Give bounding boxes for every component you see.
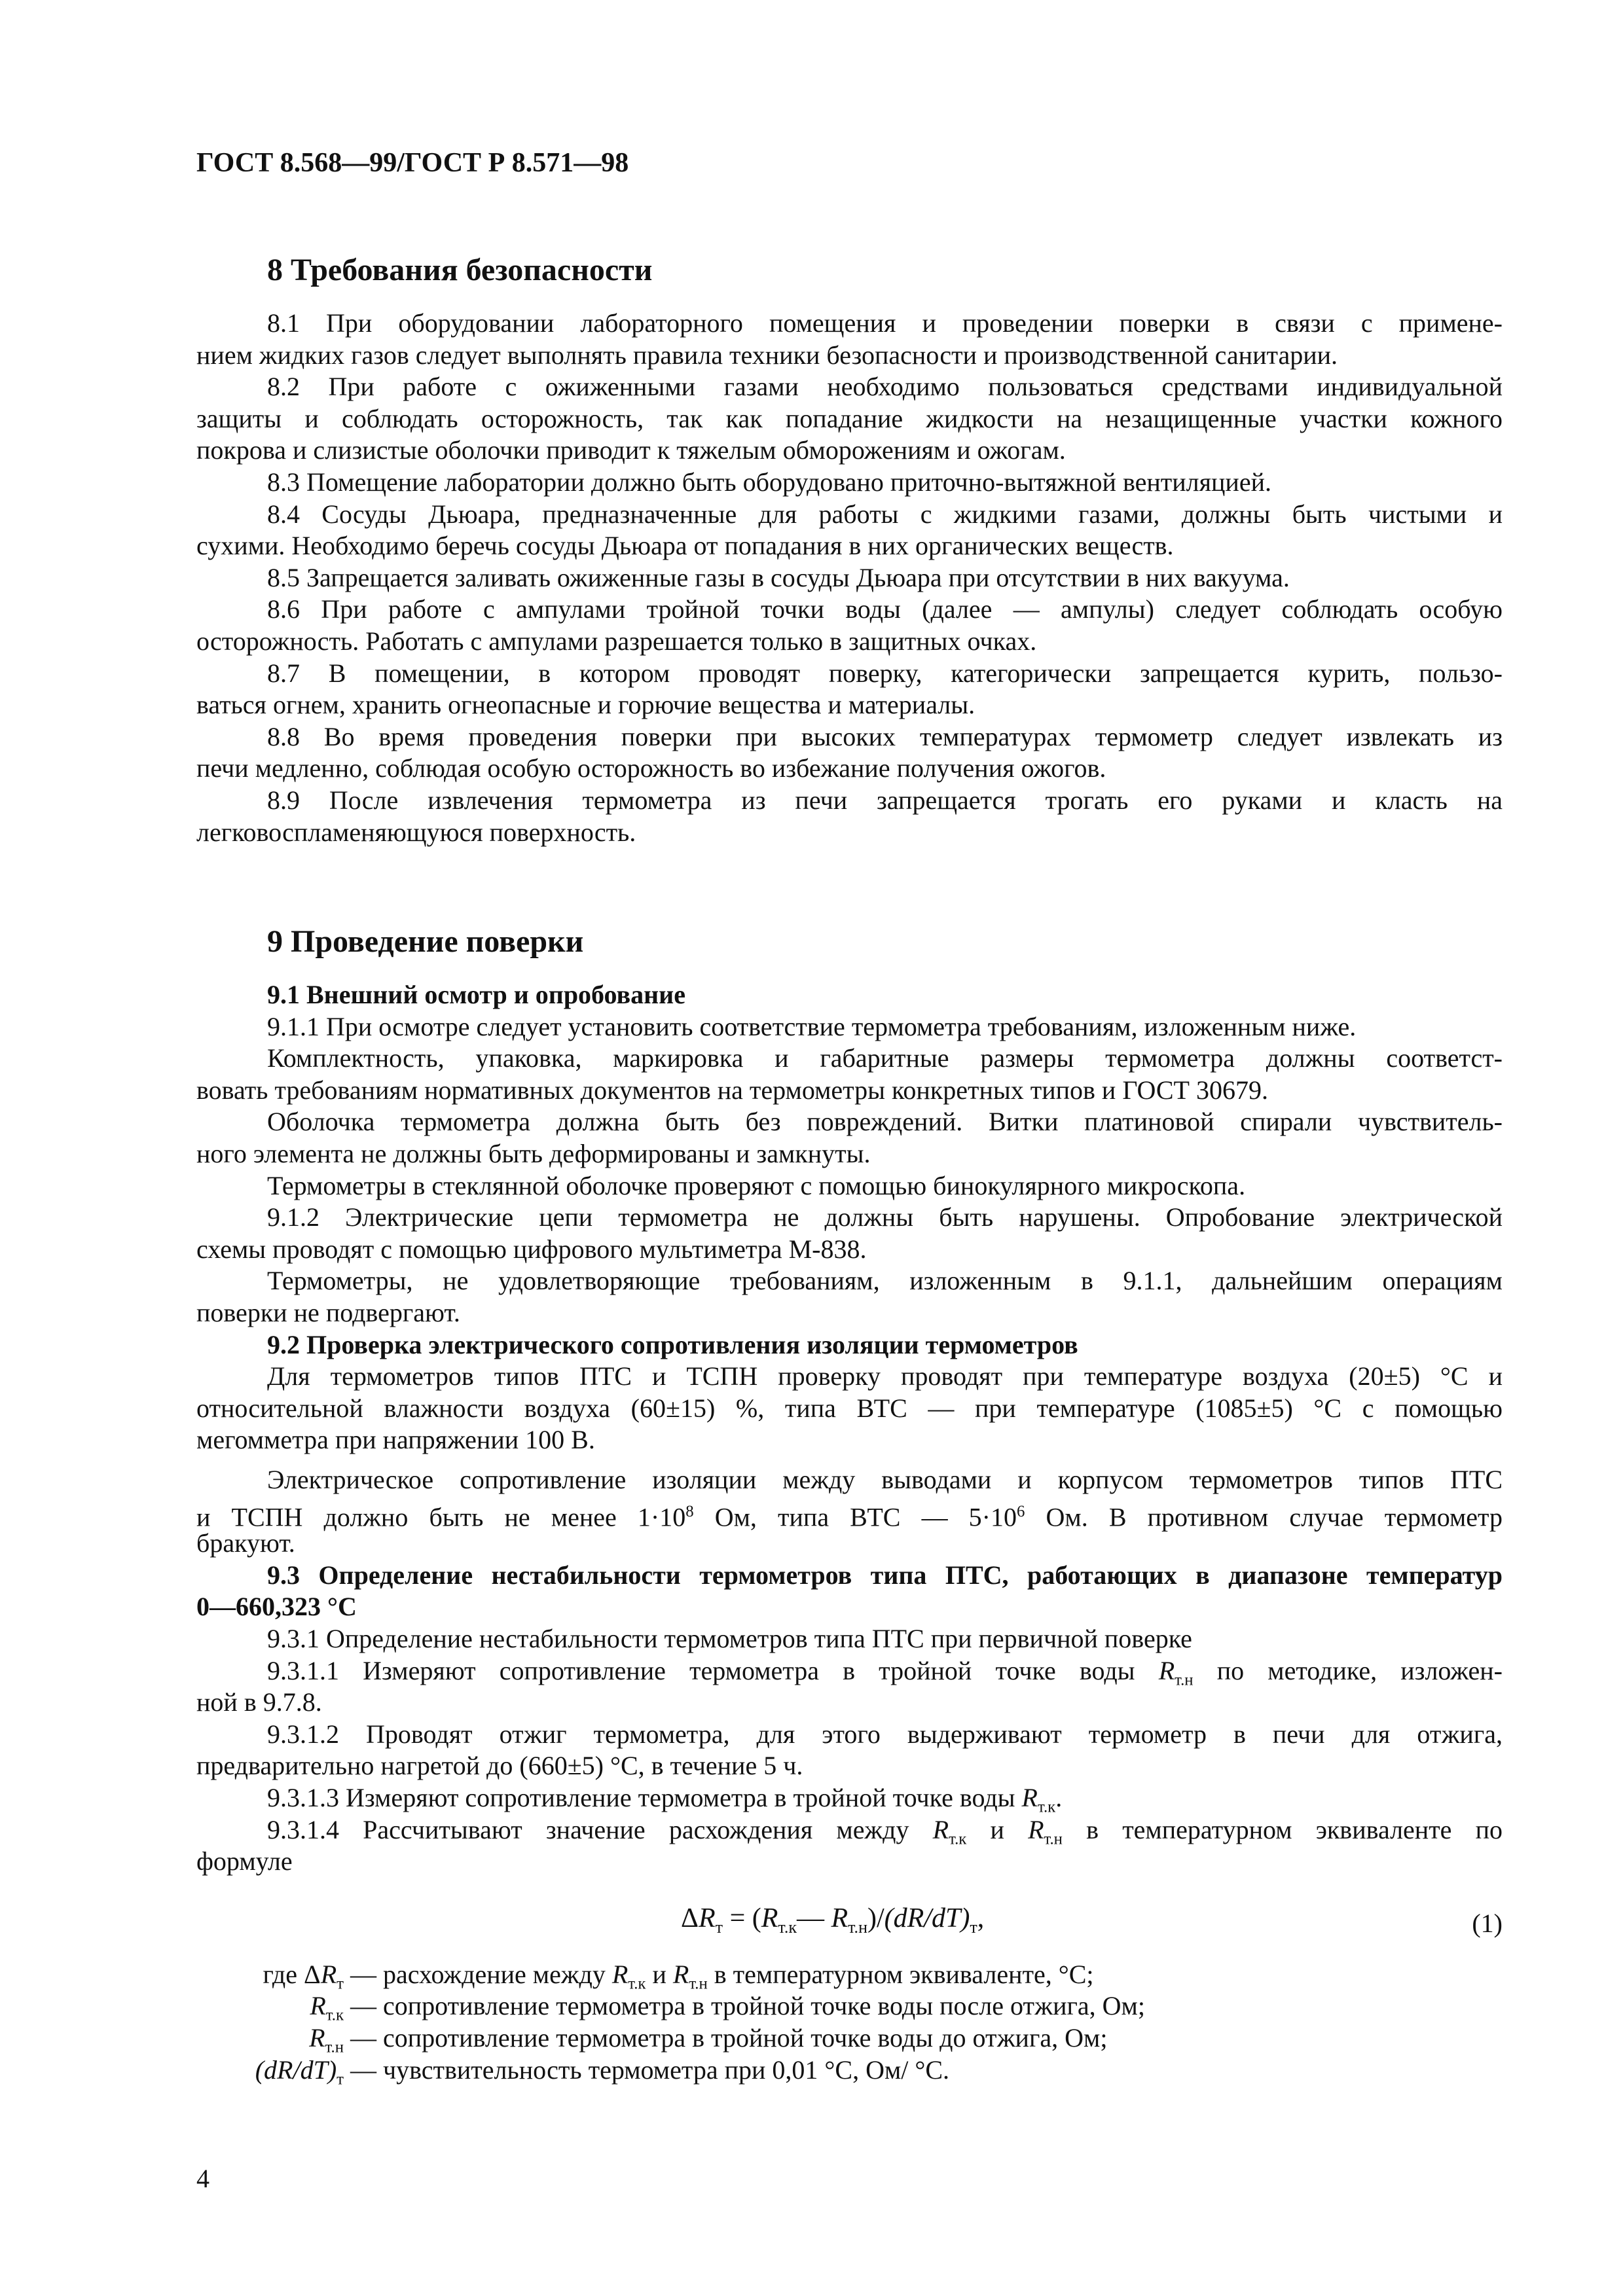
symbol-r: R	[699, 1903, 716, 1933]
symbol-r: R	[761, 1903, 778, 1933]
text-line: 8.4 Сосуды Дьюара, предназначенные для работы с жидкими газами, должны быть чистыми и	[267, 499, 1503, 529]
text-run: — сопротивление термометра в тройной точке воды до отжига, Ом;	[344, 2022, 1108, 2053]
subscript: т.к	[1037, 1798, 1056, 1816]
text-line	[196, 1782, 1503, 1814]
formula-text: ,	[977, 1903, 985, 1933]
text-line: 8.2 При работе с ожиженными газами необходимо пользоваться средствами индивидуальной	[267, 372, 1503, 402]
text-line: осторожность. Работать с ампулами разрешается только в защитных очках.	[196, 626, 1037, 656]
text-run: — сопротивление термометра в тройной точке воды после отжига, Ом;	[344, 1991, 1145, 2021]
text-run: и	[646, 1959, 673, 1989]
symbol-r: R	[611, 1959, 629, 1989]
text-line: формуле	[196, 1846, 293, 1876]
subscript: т.н	[689, 1975, 708, 1993]
symbol-r: R	[831, 1903, 848, 1933]
text-line: поверки не подвергают.	[196, 1298, 460, 1328]
subscript: т	[337, 1975, 344, 1993]
text-run: 9.3.1.3 Измеряют сопротивление термометра в тройной точке воды	[267, 1782, 1022, 1812]
formula-number: (1)	[1472, 1908, 1503, 1938]
subsection-9-3	[196, 1560, 1503, 2089]
text-line: 9.1.2 Электрические цепи термометра не должны быть нарушены. Опробование электрической	[267, 1202, 1503, 1232]
text-run: .	[1055, 1782, 1063, 1812]
text-line: 9.3.1.2 Проводят отжиг термометра, для этого выдерживают термометр в печи для отжига,	[267, 1719, 1503, 1749]
symbol-r: R	[1028, 1814, 1044, 1844]
text-line: легковоспламеняющуюся поверхность.	[196, 817, 636, 847]
section-8-title: 8 Требования безопасности	[267, 253, 653, 287]
formula-text: )/	[867, 1903, 884, 1933]
definition-line	[196, 2054, 1503, 2087]
text-line: 8.7 В помещении, в котором проводят поверку, категорически запрещается курить, пользо-	[267, 658, 1503, 688]
text-run: в температурном эквиваленте, °С;	[707, 1959, 1094, 1989]
sensitivity-symbol: (dR/dT)	[884, 1903, 970, 1933]
text-line: печи медленно, соблюдая особую осторожность во избежание получения ожогов.	[196, 753, 1106, 783]
subscript: т.к	[949, 1830, 967, 1848]
symbol-r: R	[1021, 1782, 1038, 1812]
text-line: Электрическое сопротивление изоляции между выводами и корпусом термометров типов ПТС	[267, 1465, 1503, 1494]
text-line: 8.6 При работе с ампулами тройной точки воды (далее — ампулы) следует соблюдать особую	[267, 594, 1503, 624]
text-run: 9.3.1.4 Рассчитывают значение расхождения между	[267, 1814, 933, 1844]
section-9-title: 9 Проведение поверки	[267, 924, 584, 960]
exponent: 8	[685, 1502, 694, 1520]
formula-text: —	[796, 1903, 831, 1933]
text-run: по методике, изложен-	[1193, 1655, 1503, 1685]
section-8-body	[196, 308, 1503, 848]
page-content	[196, 147, 1503, 2089]
text-run: — чувствительность термометра при 0,01 °С, Ом/ °С.	[344, 2054, 950, 2085]
text-line: ной в 9.7.8.	[196, 1687, 322, 1717]
text-line: Комплектность, упаковка, маркировка и габаритные размеры термометра должны соответст-	[267, 1043, 1503, 1073]
text-line: 8.9 После извлечения термометра из печи запрещается трогать его руками и класть на	[267, 785, 1503, 815]
symbol-r: R	[309, 2022, 325, 2053]
text-line: 8.8 Во время проведения поверки при высоких температурах термометр следует извлекать из	[267, 721, 1503, 751]
symbol-r: R	[672, 1959, 689, 1989]
subsection-9-3-title-cont: 0—660,323 °С	[196, 1592, 357, 1622]
definition-line	[196, 1959, 1503, 1991]
subscript: т	[337, 2070, 344, 2089]
sensitivity-symbol: (dR/dT)	[255, 2054, 337, 2085]
text-line: 8.5 Запрещается заливать ожиженные газы в сосуды Дьюара при отсутствии в них вакуума.	[267, 562, 1290, 592]
subscript: т.н	[1044, 1830, 1063, 1848]
formula-definitions	[196, 1959, 1503, 2089]
text-line	[196, 1814, 1503, 1846]
subscript: т.к	[325, 2006, 344, 2024]
text-line: относительной влажности воздуха (60±15) %, типа ВТС — при температуре (1085±5) °С с помощью	[196, 1393, 1503, 1423]
subsection-9-1-title: 9.1 Внешний осмотр и опробование	[267, 980, 685, 1010]
text-line	[196, 1655, 1503, 1687]
subscript: т	[715, 1917, 723, 1937]
text-run: Ом. В противном случае термометр	[1025, 1501, 1503, 1532]
subsection-9-2-title: 9.2 Проверка электрического сопротивления изоляции термометров	[267, 1329, 1078, 1359]
text-line: бракуют.	[196, 1528, 295, 1558]
definition-line	[196, 2022, 1503, 2054]
text-line: нием жидких газов следует выполнять правила техники безопасности и производственной санитарии.	[196, 340, 1338, 370]
text-line	[196, 1496, 1503, 1532]
exponent: 6	[1017, 1502, 1025, 1520]
subsection-9-3-title: 9.3 Определение нестабильности термометров типа ПТС, работающих в диапазоне температур	[267, 1560, 1503, 1590]
subscript: т.к	[778, 1917, 797, 1937]
formula-expression	[681, 1903, 984, 1937]
formula-1	[196, 1883, 1503, 1955]
symbol-r: R	[1158, 1655, 1175, 1685]
text-line: схемы проводят с помощью цифрового мультиметра М-838.	[196, 1234, 867, 1264]
text-line: 8.1 При оборудовании лабораторного помещения и проведении поверки в связи с примене-	[267, 308, 1503, 338]
subscript: т.к	[628, 1975, 646, 1993]
text-line: вовать требованиям нормативных документов на термометры конкретных типов и ГОСТ 30679.	[196, 1075, 1268, 1105]
text-run: и ТСПН должно быть не менее 1·10	[196, 1501, 686, 1532]
text-line: сухими. Необходимо беречь сосуды Дьюара от попадания в них органических веществ.	[196, 531, 1174, 561]
subscript: т.н	[1175, 1671, 1194, 1689]
text-line: 9.1.1 При осмотре следует установить соответствие термометра требованиям, изложенным ниже.	[267, 1011, 1357, 1041]
subsection-9-1	[196, 979, 1503, 1329]
definition-symbol	[196, 2054, 344, 2096]
formula-text: = (	[723, 1903, 761, 1933]
text-run: — расхождение между	[344, 1959, 612, 1989]
symbol-r: R	[932, 1814, 949, 1844]
text-line: покрова и слизистые оболочки приводит к тяжелым обморожениям и ожогам.	[196, 435, 1066, 465]
text-line: Оболочка термометра должна быть без повреждений. Витки платиновой спирали чувствитель-	[267, 1107, 1503, 1137]
definition-line	[196, 1990, 1503, 2022]
text-run: и	[966, 1814, 1029, 1844]
delta-symbol: Δ	[681, 1903, 699, 1933]
text-line: 9.3.1 Определение нестабильности термометров типа ПТС при первичной поверке	[267, 1623, 1192, 1653]
text-line: защиты и соблюдать осторожность, так как попадание жидкости на незащищенные участки кожного	[196, 403, 1503, 433]
subsection-9-2	[196, 1329, 1503, 1560]
text-line: Термометры, не удовлетворяющие требованиям, изложенным в 9.1.1, дальнейшим операциям	[267, 1266, 1503, 1296]
subscript: т	[970, 1917, 977, 1937]
symbol-r: R	[310, 1991, 326, 2021]
delta-symbol: Δ	[303, 1959, 321, 1989]
text-run: в температурном эквиваленте по	[1062, 1814, 1503, 1844]
text-line: ного элемента не должны быть деформированы и замкнуты.	[196, 1139, 871, 1169]
subscript: т.н	[848, 1917, 867, 1937]
text-run: где	[263, 1959, 304, 1989]
text-line: предварительно нагретой до (660±5) °С, в течение 5 ч.	[196, 1751, 803, 1781]
text-line: мегомметра при напряжении 100 В.	[196, 1425, 595, 1455]
document-id: ГОСТ 8.568—99/ГОСТ Р 8.571—98	[196, 148, 629, 178]
symbol-r: R	[320, 1959, 337, 1989]
text-line: Для термометров типов ПТС и ТСПН проверку проводят при температуре воздуха (20±5) °С и	[267, 1361, 1503, 1391]
text-run: 9.3.1.1 Измеряют сопротивление термометра в тройной точке воды	[267, 1655, 1159, 1685]
text-line: 8.3 Помещение лаборатории должно быть оборудовано приточно-вытяжной вентиляцией.	[267, 467, 1271, 497]
text-run: Ом, типа ВТС — 5·10	[693, 1501, 1017, 1532]
text-line: ваться огнем, хранить огнеопасные и горючие вещества и материалы.	[196, 690, 976, 720]
subscript: т.н	[325, 2038, 344, 2056]
text-line: Термометры в стеклянной оболочке проверяют с помощью бинокулярного микроскопа.	[267, 1170, 1246, 1200]
page-number: 4	[196, 2164, 210, 2193]
